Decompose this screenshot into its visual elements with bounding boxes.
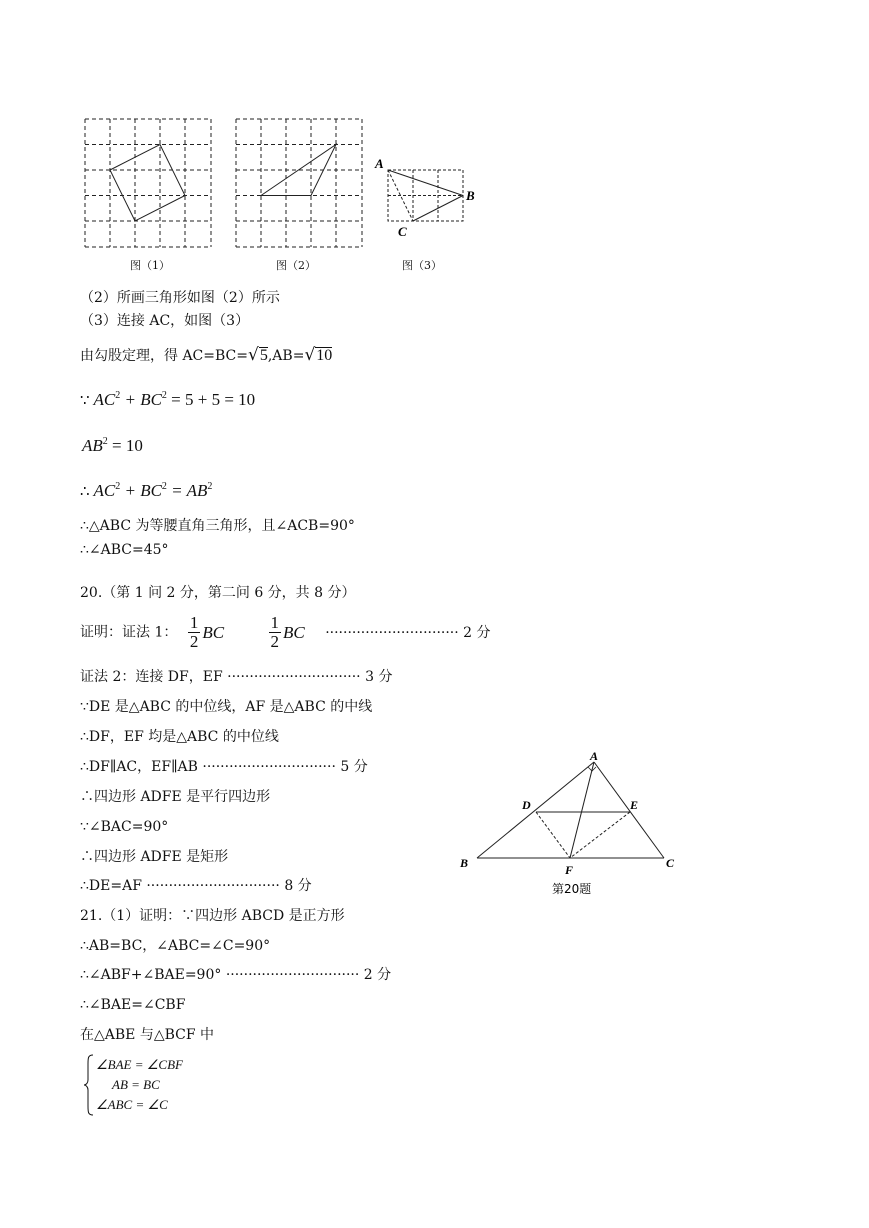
q20-header: 20.（第 1 问 2 分，第二问 6 分，共 8 分）: [80, 585, 356, 601]
q20-proof1: [80, 614, 491, 651]
figure-1-square: [110, 145, 185, 222]
q20-method2-line4: ∴DF∥AC，EF∥AB ······························ 5 分: [80, 759, 368, 775]
fig3-label-a: A: [375, 156, 384, 171]
system-line-1: ∠BAE = ∠CBF: [96, 1057, 183, 1072]
pyth-sqrt5: 5: [259, 347, 268, 364]
segment-df: [536, 812, 570, 858]
q21-line5: 在△ABE 与△BCF 中: [80, 1027, 215, 1043]
q20-method2-line2: ∵DE 是△ABC 的中位线，AF 是△ABC 的中线: [80, 699, 373, 715]
system-line-3: ∠ABC = ∠C: [96, 1097, 168, 1112]
q21-line4: ∴∠BAE=∠CBF: [80, 997, 186, 1013]
tri-label-e: E: [630, 798, 639, 812]
eq1-tail: = 5 + 5 = 10: [166, 390, 256, 409]
side-ab: [477, 762, 594, 858]
fraction-2-var: BC: [283, 622, 305, 642]
q19-line2: （2）所画三角形如图（2）所示: [80, 290, 280, 306]
therefore-symbol: ∴: [80, 484, 90, 500]
fraction-1-den: 2: [189, 632, 199, 651]
q20-method2-line8: ∴DE=AF ······························ 8 分: [80, 878, 312, 894]
tri-label-b: B: [460, 856, 469, 870]
q20-method2-line7: ∴四边形 ADFE 是矩形: [80, 849, 229, 865]
fraction-2-num: 1: [270, 613, 279, 632]
q20-triangle-figure: [452, 748, 687, 898]
q19-eq1: ∵ $AC^2 + BC^2 = 5 + 5 = 10$: [80, 390, 256, 409]
q21-line3: ∴∠ABF+∠BAE=90° ······························ 2 分: [80, 967, 392, 983]
q20-method2-line3: ∴DF，EF 均是△ABC 的中位线: [80, 729, 279, 745]
fraction-2: [269, 614, 282, 651]
fig3-label-c: C: [398, 224, 407, 239]
fraction-1: [188, 614, 201, 651]
q19-eq2: $AB^2 = 10$: [82, 436, 143, 455]
segment-af: [570, 762, 594, 858]
figure-1-caption: 图（1）: [130, 259, 170, 272]
system-brace: [83, 1054, 95, 1116]
tri-label-a: A: [590, 749, 599, 763]
q21-line2: ∴AB=BC，∠ABC=∠C=90°: [80, 938, 271, 954]
figure-3-caption: 图（3）: [402, 259, 442, 272]
pyth-mid: ,AB=: [267, 348, 305, 364]
q20-figure-caption: 第20题: [552, 882, 592, 896]
q19-pythagoras: 由勾股定理，得 AC=BC=√5,AB=√10: [80, 345, 333, 365]
q20-method2-line6: ∵∠BAC=90°: [80, 819, 169, 835]
q21-line1: 21.（1）证明：∵四边形 ABCD 是正方形: [80, 908, 345, 924]
fraction-1-num: 1: [189, 613, 199, 632]
eq2-tail: = 10: [107, 436, 143, 455]
system-line-2: AB = BC: [112, 1077, 160, 1092]
tri-label-f: F: [565, 863, 574, 877]
fraction-2-den: 2: [270, 632, 279, 651]
pyth-prefix: 由勾股定理，得 AC=BC=: [80, 348, 248, 364]
because-symbol: ∵: [80, 393, 90, 409]
figure-3-diagram: [372, 152, 482, 242]
pyth-sqrt10: 10: [316, 347, 333, 364]
side-ac: [594, 762, 664, 858]
q19-conclusion-2: ∴∠ABC=45°: [80, 542, 169, 558]
figure-2-grid: [235, 118, 363, 248]
figure-2-caption: 图（2）: [276, 259, 316, 272]
q19-eq3: ∴ $AC^2 + BC^2 = AB^2$: [80, 481, 213, 500]
proof1-prefix: 证明：证法 1：: [80, 624, 178, 641]
q20-method2-line1: 证法 2：连接 DF，EF ······························ 3 分: [80, 669, 393, 685]
proof1-dots: ······························ 2 分: [325, 624, 491, 641]
segment-ef: [570, 812, 630, 858]
figure-1-grid: [84, 118, 212, 248]
q19-conclusion-1: ∴△ABC 为等腰直角三角形，且∠ACB=90°: [80, 518, 355, 534]
fig3-label-b: B: [466, 188, 475, 203]
tri-label-c: C: [666, 856, 675, 870]
tri-label-d: D: [522, 798, 531, 812]
q20-method2-line5: ∴四边形 ADFE 是平行四边形: [80, 789, 271, 805]
fraction-1-var: BC: [202, 622, 225, 642]
q19-line3: （3）连接 AC，如图（3）: [80, 313, 250, 329]
